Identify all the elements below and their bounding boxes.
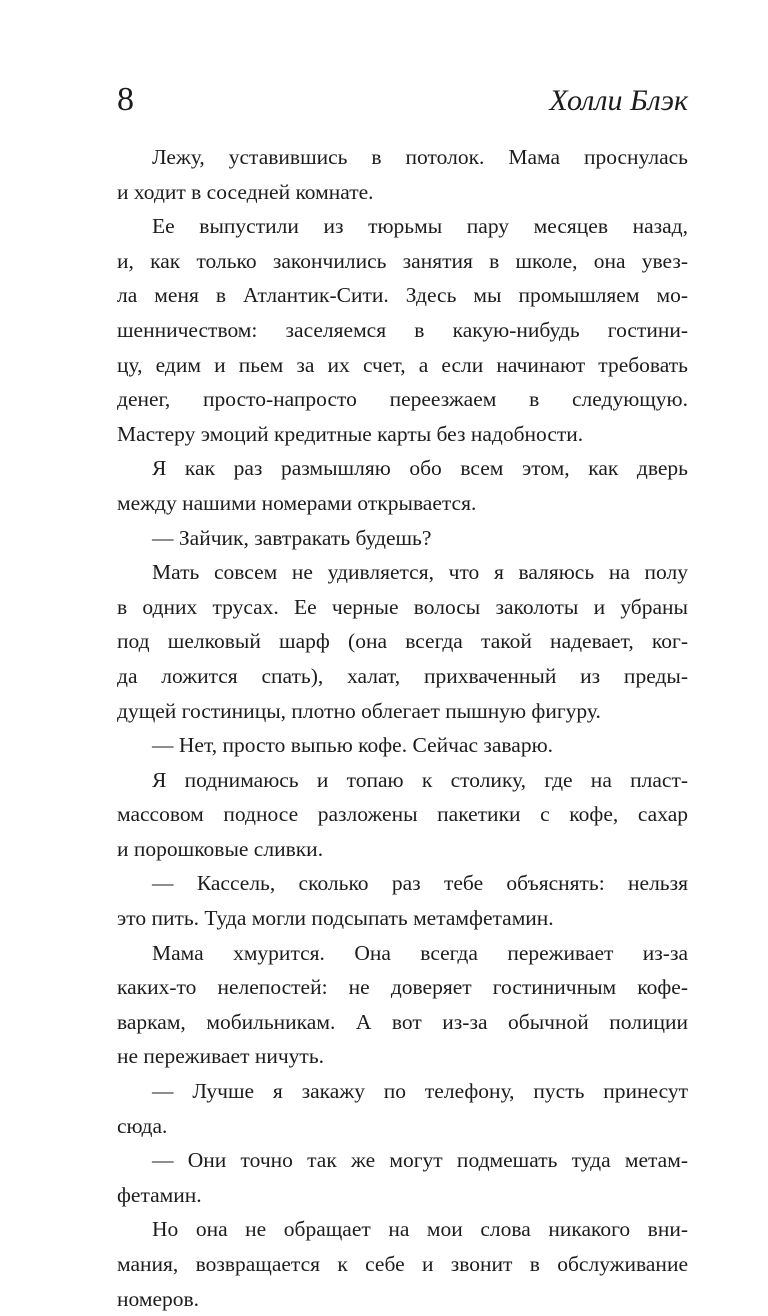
page-header — [117, 78, 688, 122]
text-line: и, как только закончились занятия в школе, она увез- — [117, 248, 688, 273]
text-line: под шелковый шарф (она всегда такой надевает, ког- — [117, 629, 688, 654]
text-line: Ее выпустили из тюрьмы пару месяцев назад, — [152, 214, 688, 239]
text-line: это пить. Туда могли подсыпать метамфетамин. — [117, 906, 554, 931]
text-line: дущей гостиницы, плотно облегает пышную фигуру. — [117, 698, 601, 723]
text-line: Мастеру эмоций кредитные карты без надобности. — [117, 421, 584, 446]
body-text — [117, 140, 688, 1316]
text-line: варкам, мобильникам. А вот из-за обычной полиции — [117, 1009, 688, 1034]
text-line: да ложится спать), халат, прихваченный из преды- — [117, 663, 688, 688]
text-line: номеров. — [117, 1286, 200, 1311]
text-line: шенничеством: заселяемся в какую-нибудь гостини- — [117, 317, 688, 342]
text-line: и порошковые сливки. — [117, 836, 324, 861]
text-line: ла меня в Атлантик-Сити. Здесь мы промышляем мо- — [117, 283, 688, 308]
text-line: Но она не обращает на мои слова никакого вни- — [152, 1217, 688, 1242]
text-line: не переживает ничуть. — [117, 1044, 325, 1069]
text-line: между нашими номерами открывается. — [117, 490, 477, 515]
text-line: фетамин. — [117, 1182, 202, 1207]
text-line: в одних трусах. Ее черные волосы заколоты и убраны — [117, 594, 688, 619]
text-line: — Зайчик, завтракать будешь? — [152, 525, 432, 550]
text-line: Я поднимаюсь и топаю к столику, где на пласт- — [152, 767, 688, 792]
text-line: Мама хмурится. Она всегда переживает из-за — [152, 940, 688, 965]
text-line: каких-то нелепостей: не доверяет гостиничным кофе- — [117, 975, 688, 1000]
text-line: мания, возвращается к себе и звонит в обслуживание — [117, 1252, 688, 1276]
text-line: и ходит в соседней комнате. — [117, 179, 374, 204]
text-line: Лежу, уставившись в потолок. Мама проснулась — [152, 145, 688, 169]
text-line: денег, просто-напросто переезжаем в следующую. — [117, 387, 688, 412]
text-line: Мать совсем не удивляется, что я валяюсь на полу — [152, 560, 688, 585]
text-line: сюда. — [117, 1113, 168, 1138]
text-line: — Лучше я закажу по телефону, пусть принесут — [152, 1079, 688, 1104]
text-line: — Они точно так же могут подмешать туда метам- — [152, 1148, 688, 1173]
text-line: Я как раз размышляю обо всем этом, как дверь — [152, 456, 688, 481]
running-head-author: Холли Блэк — [549, 84, 688, 117]
page-number: 8 — [117, 81, 134, 118]
text-line: цу, едим и пьем за их счет, а если начинают требовать — [117, 352, 688, 377]
text-line: — Кассель, сколько раз тебе объяснять: нельзя — [152, 871, 688, 896]
text-line: — Нет, просто выпью кофе. Сейчас заварю. — [152, 733, 554, 758]
text-line: массовом подносе разложены пакетики с кофе, сахар — [117, 802, 688, 827]
